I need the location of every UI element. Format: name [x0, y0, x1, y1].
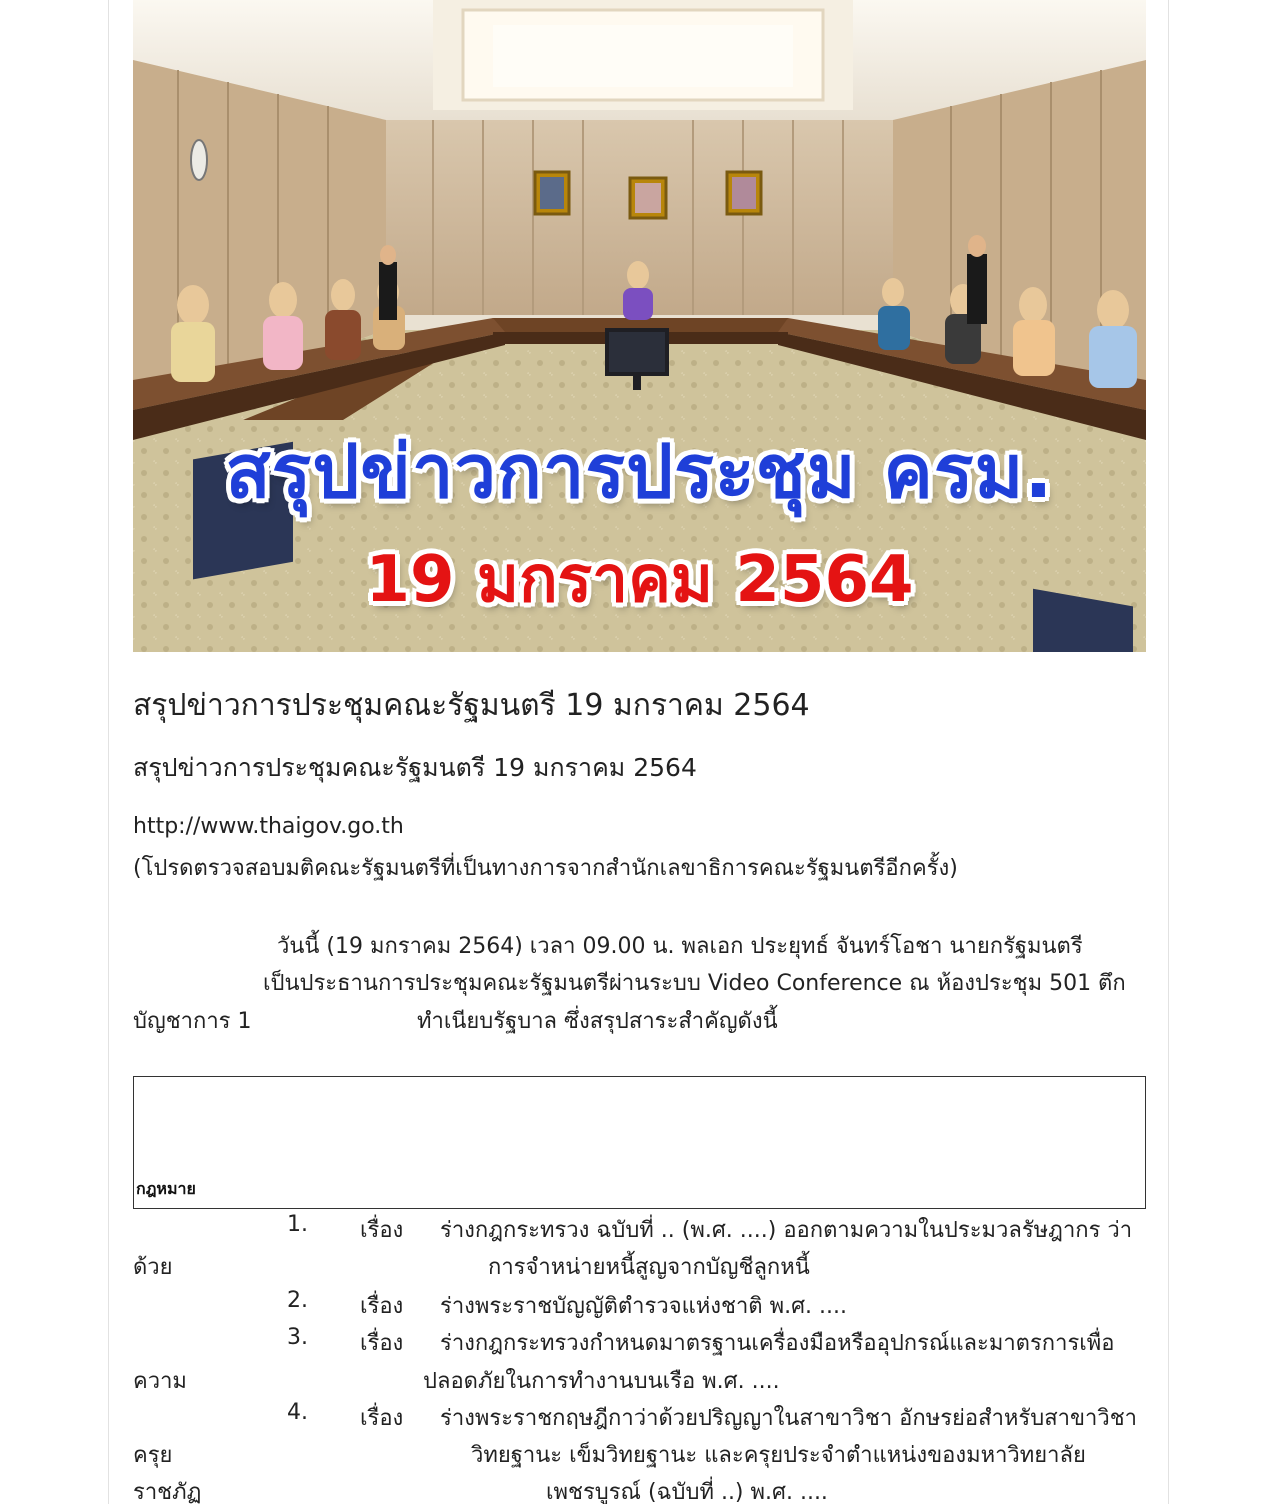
item-4-wrap2-end: เพชรบูรณ์ (ฉบับที่ ..) พ.ศ. ....	[546, 1480, 828, 1504]
law-heading: กฎหมาย	[136, 1179, 196, 1198]
article-page	[108, 0, 1169, 1504]
hero-image	[133, 0, 1146, 652]
hero-headline: สรุปข่าวการประชุม ครม.	[225, 429, 1054, 515]
page-subtitle: สรุปข่าวการประชุมคณะรัฐมนตรี 19 มกราคม 2564	[133, 753, 697, 782]
item-4-wrap-end: วิทยฐานะ เข็มวิทยฐานะ และครุยประจำตำแหน่งของมหาวิทยาลัย	[471, 1443, 1086, 1468]
item-4-wrap2-start: ราชภัฏ	[133, 1480, 202, 1504]
item-3-wrap-end: ปลอดภัยในการทำงานบนเรือ พ.ศ. ....	[423, 1369, 780, 1394]
page-title: สรุปข่าวการประชุมคณะรัฐมนตรี 19 มกราคม 2564	[133, 688, 810, 723]
intro-line-2: เป็นประธานการประชุมคณะรัฐมนตรีผ่านระบบ Video Conference ณ ห้องประชุม 501 ตึก	[263, 971, 1126, 996]
item-3-title: ร่างกฎกระทรวงกำหนดมาตรฐานเครื่องมือหรืออุปกรณ์และมาตรการเพื่อ	[440, 1331, 1115, 1356]
intro-line-3-start: บัญชาการ 1	[133, 1009, 252, 1034]
hero-date: 19 มกราคม 2564	[365, 543, 914, 617]
item-1-wrap-start: ด้วย	[133, 1255, 173, 1280]
intro-line-1: วันนี้ (19 มกราคม 2564) เวลา 09.00 น. พลเอก ประยุทธ์ จันทร์โอชา นายกรัฐมนตรี	[277, 934, 1083, 959]
law-section-box	[133, 1076, 1146, 1209]
item-3-label: เรื่อง	[360, 1331, 404, 1356]
item-2-number: 2.	[287, 1288, 308, 1313]
item-1-label: เรื่อง	[360, 1218, 404, 1243]
source-link[interactable]: http://www.thaigov.go.th	[133, 814, 404, 839]
item-1-number: 1.	[287, 1212, 308, 1237]
item-4-number: 4.	[287, 1400, 308, 1425]
intro-line-3-end: ทำเนียบรัฐบาล ซึ่งสรุปสาระสำคัญดังนี้	[417, 1009, 778, 1034]
item-4-title: ร่างพระราชกฤษฎีกาว่าด้วยปริญญาในสาขาวิชา อักษรย่อสำหรับสาขาวิชา	[440, 1406, 1138, 1431]
official-resolution-note: (โปรดตรวจสอบมติคณะรัฐมนตรีที่เป็นทางการจากสำนักเลขาธิการคณะรัฐมนตรีอีกครั้ง)	[133, 856, 958, 881]
item-2-title: ร่างพระราชบัญญัติตำรวจแห่งชาติ พ.ศ. ....	[440, 1294, 847, 1319]
item-1-title: ร่างกฎกระทรวง ฉบับที่ .. (พ.ศ. ....) ออกตามความในประมวลรัษฎากร ว่า	[440, 1218, 1133, 1243]
item-1-wrap-end: การจำหน่ายหนี้สูญจากบัญชีลูกหนี้	[488, 1255, 810, 1280]
item-2-label: เรื่อง	[360, 1294, 404, 1319]
item-4-label: เรื่อง	[360, 1406, 404, 1431]
item-4-wrap-start: ครุย	[133, 1443, 173, 1468]
item-3-wrap-start: ความ	[133, 1369, 187, 1394]
item-3-number: 3.	[287, 1325, 308, 1350]
